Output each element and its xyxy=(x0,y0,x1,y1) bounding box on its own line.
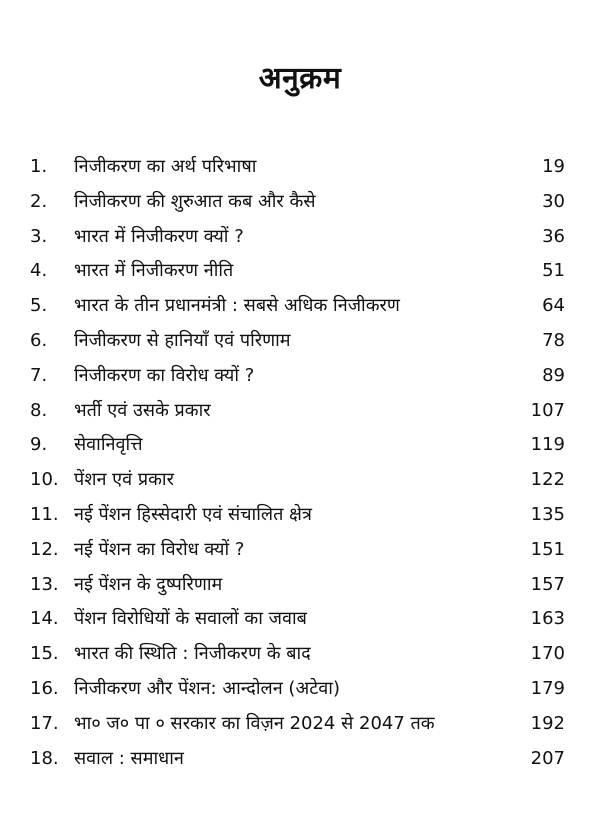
toc-entry-page: 89 xyxy=(542,364,565,386)
toc-entry-number: 11. xyxy=(30,503,59,525)
toc-entry-title: नई पेंशन का विरोध क्यों ? xyxy=(74,538,245,560)
toc-entry-page: 179 xyxy=(530,677,565,699)
toc-entry-page: 157 xyxy=(530,573,565,595)
toc-entry-number: 8. xyxy=(30,399,48,421)
toc-entry-number: 16. xyxy=(30,677,59,699)
toc-entry-title: सवाल : समाधान xyxy=(74,747,184,769)
toc-entry-number: 6. xyxy=(30,329,48,351)
toc-entry-number: 1. xyxy=(30,156,48,177)
toc-entry-page: 151 xyxy=(530,538,565,560)
toc-entry-title: भारत के तीन प्रधानमंत्री : सबसे अधिक निजीकरण xyxy=(74,295,400,317)
toc-entry xyxy=(30,463,565,498)
toc-entry-number: 14. xyxy=(30,608,59,630)
toc-entry-title: पेंशन एवं प्रकार xyxy=(74,469,174,491)
toc-entry-page: 51 xyxy=(542,260,565,282)
toc-entry xyxy=(30,672,565,707)
toc-entry-number: 10. xyxy=(30,469,59,491)
toc-entry-page: 30 xyxy=(542,190,565,212)
toc-entry xyxy=(30,185,565,220)
toc-entry-title: निजीकरण से हानियाँ एवं परिणाम xyxy=(74,329,291,351)
toc-entry-title: निजीकरण और पेंशन: आन्दोलन (अटेवा) xyxy=(74,677,340,699)
toc-entry xyxy=(30,637,565,672)
toc-entry-page: 36 xyxy=(542,225,565,247)
toc-entry-title: भारत में निजीकरण क्यों ? xyxy=(74,225,244,247)
toc-entry-number: 15. xyxy=(30,643,59,665)
toc-entry-page: 163 xyxy=(530,608,565,630)
toc-entry-number: 3. xyxy=(30,225,48,247)
toc-entry-title: नई पेंशन हिस्सेदारी एवं संचालित क्षेत्र xyxy=(74,503,312,525)
toc-entry-title: भारत में निजीकरण नीति xyxy=(74,260,234,282)
toc-entry-number: 4. xyxy=(30,260,48,282)
toc-entry-page: 135 xyxy=(530,503,565,525)
toc-entry-title: निजीकरण का विरोध क्यों ? xyxy=(74,364,255,386)
toc-entry xyxy=(30,289,565,324)
toc-entry-number: 18. xyxy=(30,747,59,769)
toc-entry-page: 207 xyxy=(530,747,565,769)
toc-entry xyxy=(30,498,565,533)
toc-entry-title: भर्ती एवं उसके प्रकार xyxy=(74,399,211,421)
toc-entry-number: 13. xyxy=(30,573,59,595)
toc-entry-page: 107 xyxy=(530,399,565,421)
toc-entry-number: 7. xyxy=(30,364,48,386)
toc-entry-number: 5. xyxy=(30,295,48,317)
toc-entry-title: सेवानिवृत्ति xyxy=(74,434,143,456)
toc-entry-page: 119 xyxy=(530,434,565,456)
toc-entry-page: 64 xyxy=(542,295,565,317)
toc-entry-number: 17. xyxy=(30,712,59,734)
toc-entry xyxy=(30,568,565,603)
toc-entry-title: नई पेंशन के दुष्परिणाम xyxy=(74,573,223,595)
toc-entry xyxy=(30,394,565,429)
toc-entry-page: 170 xyxy=(530,643,565,665)
toc-entry-title: निजीकरण की शुरुआत कब और कैसे xyxy=(74,190,316,212)
toc-entry xyxy=(30,220,565,255)
toc-entry-page: 78 xyxy=(542,329,565,351)
toc-entry-number: 2. xyxy=(30,190,48,212)
page-title: अनुक्रम xyxy=(258,61,342,96)
toc-entry-title: निजीकरण का अर्थ परिभाषा xyxy=(74,156,257,177)
toc-entry-page: 192 xyxy=(530,712,565,734)
toc-entry xyxy=(30,428,565,463)
toc-entry xyxy=(30,602,565,637)
toc-entry xyxy=(30,150,565,185)
toc-entry-page: 19 xyxy=(542,156,565,177)
toc-entry-title: भा० ज० पा ० सरकार का विज़न 2024 से 2047 तक xyxy=(74,712,435,734)
toc-entry-number: 9. xyxy=(30,434,48,456)
toc-entry-page: 122 xyxy=(530,469,565,491)
toc-entry xyxy=(30,707,565,742)
table-of-contents xyxy=(30,150,565,776)
toc-entry-title: भारत की स्थिति : निजीकरण के बाद xyxy=(74,643,311,665)
toc-entry-number: 12. xyxy=(30,538,59,560)
toc-entry xyxy=(30,533,565,568)
toc-entry xyxy=(30,359,565,394)
toc-entry xyxy=(30,254,565,289)
toc-entry xyxy=(30,324,565,359)
toc-entry xyxy=(30,742,565,777)
toc-entry-title: पेंशन विरोधियों के सवालों का जवाब xyxy=(74,608,307,630)
